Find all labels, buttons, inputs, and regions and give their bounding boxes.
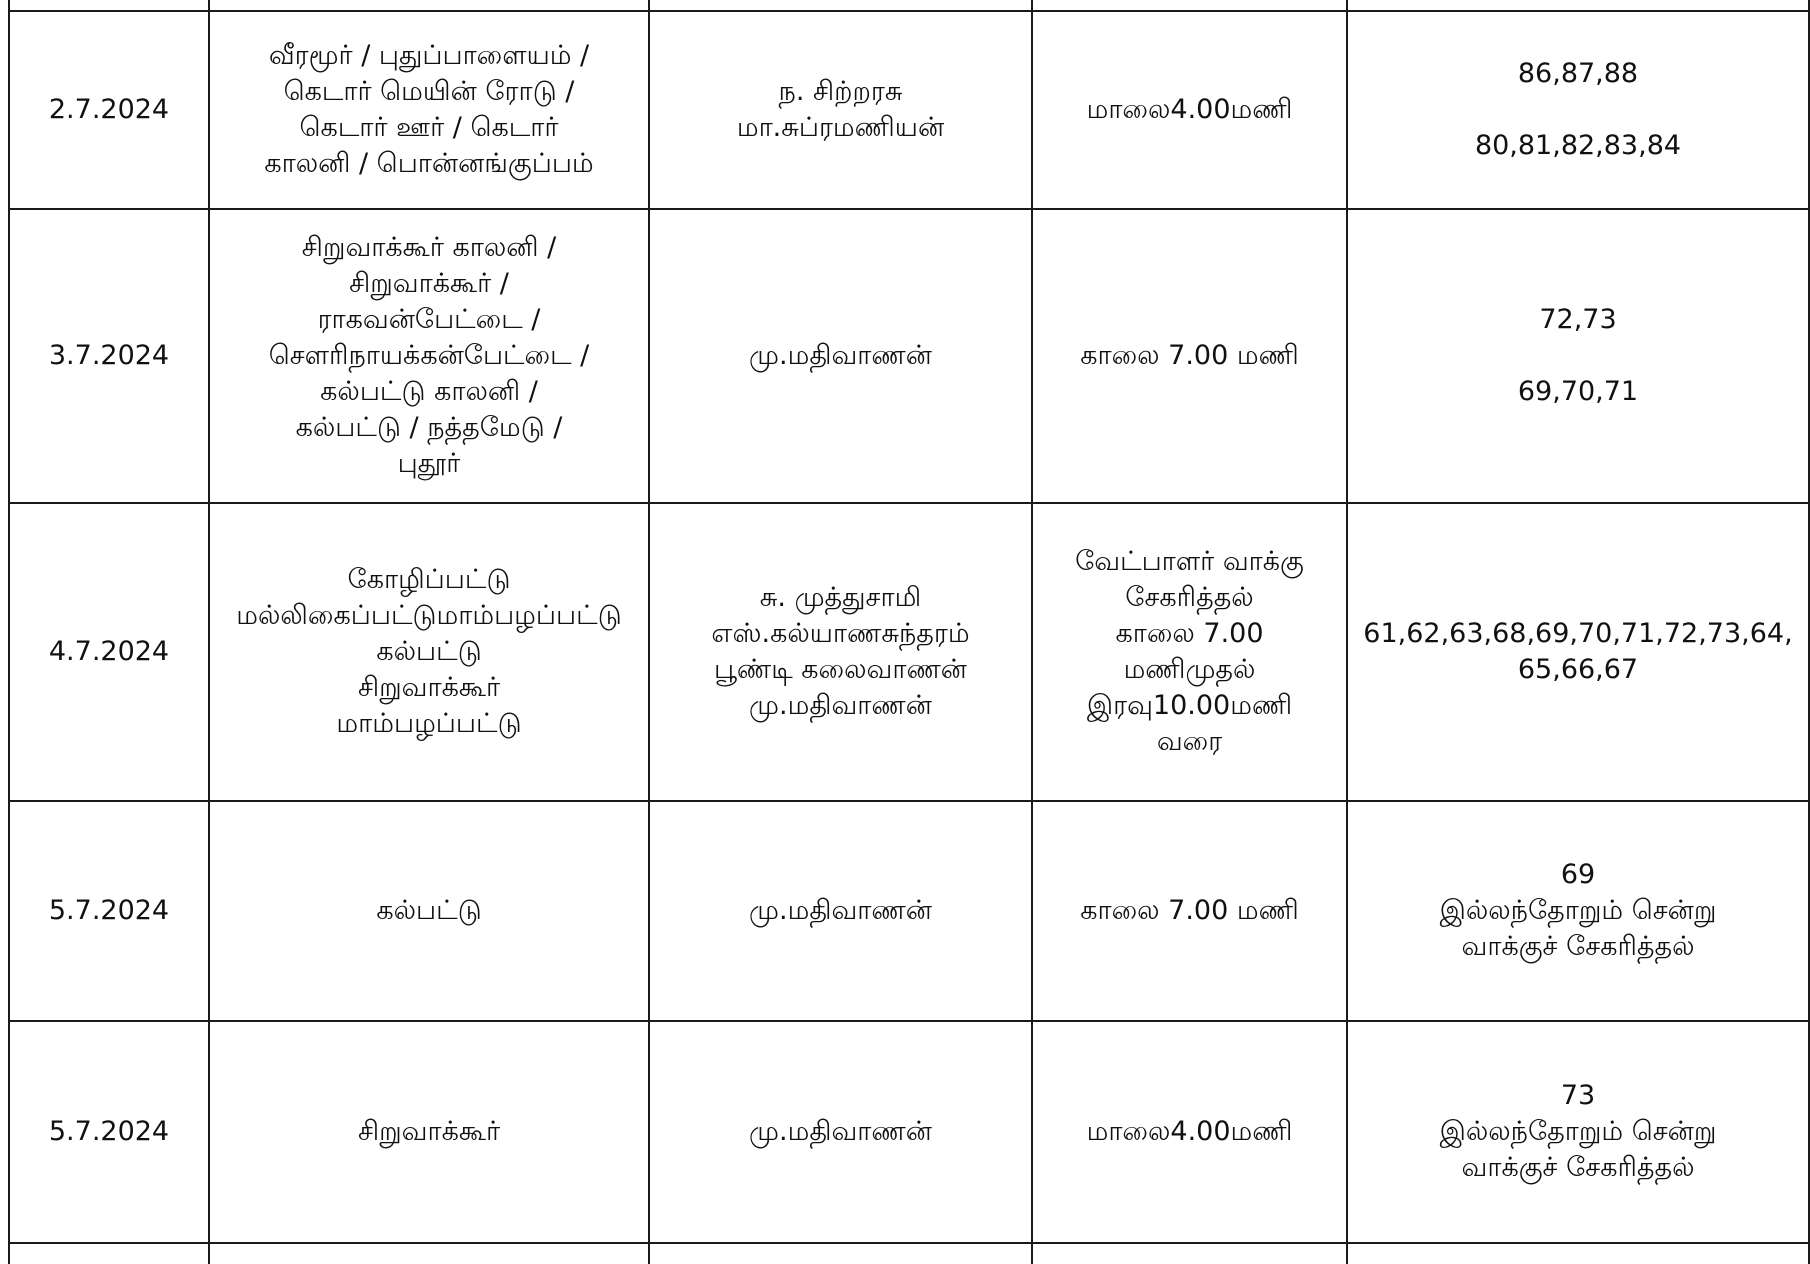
speaker-name: மு.மதிவாணன் [749,1116,932,1147]
speaker-name: மு.மதிவாணன் [749,895,932,926]
speakers-cell [649,503,1032,801]
time-line: சேகரித்தல் [1125,582,1254,613]
place-line: சிறுவாக்கூர் [357,1116,501,1147]
places-cell [209,801,649,1021]
place-line: சிறுவாக்கூர் [357,672,501,703]
date-cell: 2.7.2024 [9,11,209,209]
table-cell [209,1243,649,1264]
time-line: காலை 7.00 மணி [1080,340,1299,371]
speakers-cell [649,11,1032,209]
table-cell [649,1243,1032,1264]
place-line: வீரமூர் / புதுப்பாளையம் / [268,40,590,71]
table-row-partial-top [9,0,1809,11]
place-line: மல்லிகைப்பட்டுமாம்பழப்பட்டு [236,600,622,631]
time-line: மணிமுதல் [1123,654,1256,685]
time-cell [1032,801,1347,1021]
place-line: புதூர் [397,448,461,479]
time-cell [1032,11,1347,209]
place-line: கோழிப்பட்டு [347,564,511,595]
speakers-cell [649,1021,1032,1243]
date-cell: 5.7.2024 [9,801,209,1021]
time-line: காலை 7.00 [1115,618,1264,649]
place-line: கல்பட்டு [376,895,482,926]
place-line: காலனி / பொன்னங்குப்பம் [264,148,594,179]
booth-numbers: 61,62,63,68,69,70,71,72,73,64, [1363,618,1793,649]
time-line: வேட்பாளர் வாக்கு [1075,546,1304,577]
places-cell [209,209,649,503]
places-cell [209,1021,649,1243]
booth-numbers: 86,87,88 [1517,58,1639,89]
speakers-cell [649,209,1032,503]
booth-numbers: 73 [1560,1080,1596,1111]
speakers-cell [649,801,1032,1021]
table-cell [1032,1243,1347,1264]
table-cell [1032,0,1347,11]
time-line: வரை [1156,726,1223,757]
booth-numbers-cell [1347,1021,1809,1243]
time-cell [1032,503,1347,801]
campaign-schedule-table [8,0,1810,1264]
place-line: கல்பட்டு காலனி / [320,376,538,407]
campaign-note: இல்லந்தோறும் சென்று [1439,895,1717,926]
booth-numbers: 65,66,67 [1517,654,1639,685]
table-row [9,11,1809,209]
table-cell [209,0,649,11]
table-row-partial-bottom [9,1243,1809,1264]
table-cell [1347,0,1809,11]
time-cell [1032,209,1347,503]
table-cell [9,0,209,11]
time-line: மாலை4.00மணி [1086,94,1293,125]
time-line: மாலை4.00மணி [1086,1116,1293,1147]
places-cell [209,11,649,209]
booth-numbers-cell [1347,11,1809,209]
booth-numbers-cell [1347,209,1809,503]
place-line: கல்பட்டு [376,636,482,667]
date-cell: 5.7.2024 [9,1021,209,1243]
speaker-name: ந. சிற்றரசு [778,76,903,107]
speaker-name: மா.சுப்ரமணியன் [736,112,945,143]
time-cell [1032,1021,1347,1243]
campaign-note: வாக்குச் சேகரித்தல் [1461,1152,1695,1183]
place-line: ராகவன்பேட்டை / [317,304,541,335]
speaker-name: பூண்டி கலைவாணன் [714,654,967,685]
booth-numbers-cell [1347,801,1809,1021]
table-cell [9,1243,209,1264]
speaker-name: சு. முத்துசாமி [759,582,922,613]
place-line: சௌரிநாயக்கன்பேட்டை / [268,340,590,371]
places-cell [209,503,649,801]
table-row [9,503,1809,801]
time-line: காலை 7.00 மணி [1080,895,1299,926]
campaign-note: இல்லந்தோறும் சென்று [1439,1116,1717,1147]
table-row [9,209,1809,503]
speaker-name: மு.மதிவாணன் [749,340,932,371]
table-row [9,801,1809,1021]
speaker-name: மு.மதிவாணன் [749,690,932,721]
date-cell: 4.7.2024 [9,503,209,801]
place-line: கல்பட்டு / நத்தமேடு / [295,412,563,443]
campaign-note: வாக்குச் சேகரித்தல் [1461,931,1695,962]
table-cell [1347,1243,1809,1264]
booth-numbers: 69 [1560,859,1596,890]
place-line: மாம்பழப்பட்டு [336,708,522,739]
place-line: கெடார் ஊர் / கெடார் [299,112,559,143]
table-row [9,1021,1809,1243]
booth-numbers: 69,70,71 [1517,376,1639,407]
table-cell [649,0,1032,11]
place-line: சிறுவாக்கூர் காலனி / [301,232,557,263]
place-line: கெடார் மெயின் ரோடு / [283,76,575,107]
booth-numbers: 72,73 [1539,304,1617,335]
place-line: சிறுவாக்கூர் / [349,268,509,299]
booth-numbers-cell [1347,503,1809,801]
booth-numbers: 80,81,82,83,84 [1474,130,1682,161]
time-line: இரவு10.00மணி [1086,690,1293,721]
date-cell: 3.7.2024 [9,209,209,503]
speaker-name: எஸ்.கல்யாணசுந்தரம் [711,618,970,649]
